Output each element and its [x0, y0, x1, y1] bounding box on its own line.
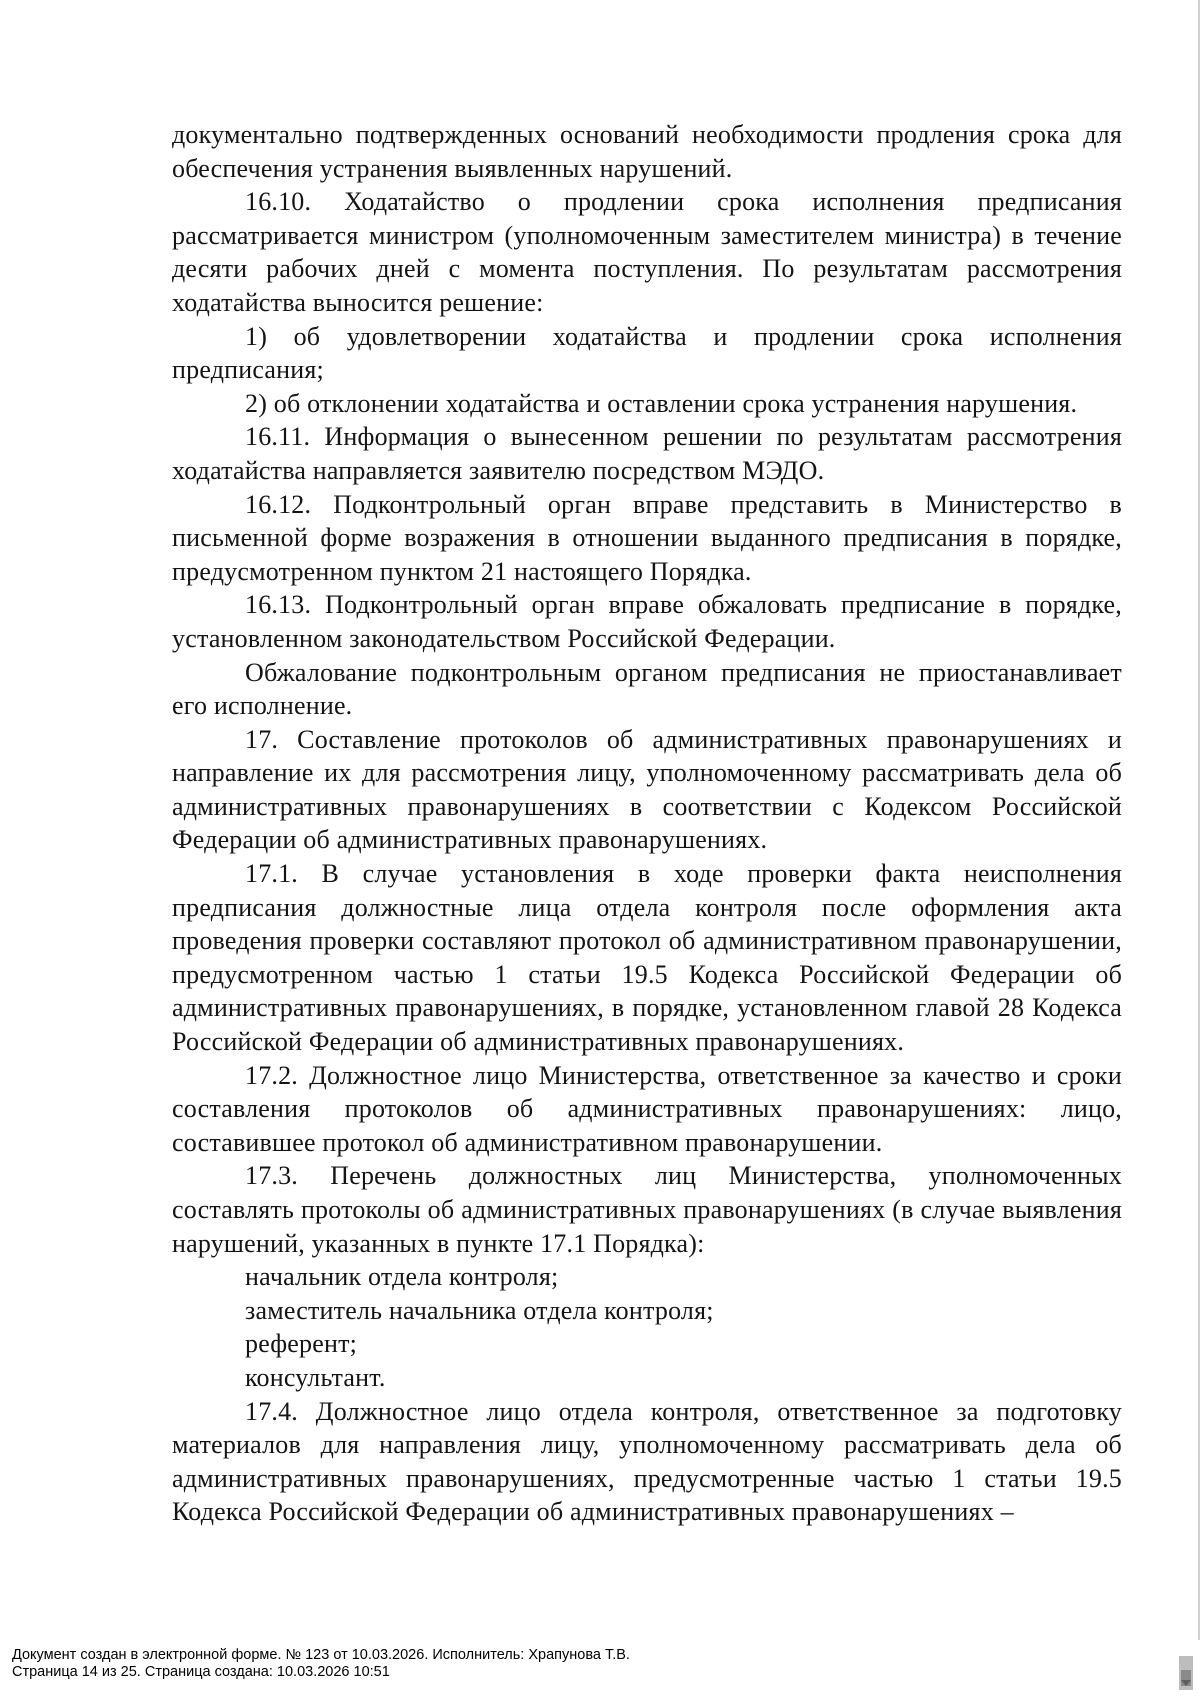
paragraph-16-10-option-2: 2) об отклонении ходатайства и оставлении срока устранения нарушения. — [245, 388, 1078, 418]
paragraph-17-1: 17.1. В случае установления в ходе проверки факта неисполнения предписания должностные лица отдела контроля после оформления акта проведения проверки составляют протокол об административном правонарушении, предусмотренном частью 1 статьи 19.5 Кодекса Российской Федерации об административных правонарушениях, в порядке, установленном главой 28 Кодекса Российской Федерации об административных правонарушениях. — [172, 859, 1122, 1057]
list-item-consultant: консультант. — [245, 1362, 386, 1392]
list-item-referent: референт; — [245, 1329, 358, 1359]
footer-document-info: Документ создан в электронной форме. № 123 от 10.03.2026. Исполнитель: Храпунова Т.В. — [12, 1647, 630, 1663]
paragraph-16-10: 16.10. Ходатайство о продлении срока исполнения предписания рассматривается министром (уполномоченным заместителем министра) в течение десяти рабочих дней с момента поступления. По результатам рассмотрения ходатайства выносится решение: — [172, 187, 1122, 317]
paragraph-17-3: 17.3. Перечень должностных лиц Министерства, уполномоченных составлять протоколы об административных правонарушениях (в случае выявления нарушений, указанных в пункте 17.1 Порядка): — [172, 1161, 1122, 1258]
paragraph-17-4: 17.4. Должностное лицо отдела контроля, ответственное за подготовку материалов для направления лицу, уполномоченному рассматривать дела об административных правонарушениях, предусмотренные частью 1 статьи 19.5 Кодекса Российской Федерации об административных правонарушениях – — [172, 1396, 1122, 1527]
paragraph-17: 17. Составление протоколов об административных правонарушениях и направление их для рассмотрения лицу, уполномоченному рассматривать дела об административных правонарушениях в соответствии с Кодексом Российской Федерации об административных правонарушениях. — [172, 724, 1122, 855]
footer-page-info: Страница 14 из 25. Страница создана: 10.03.2026 10:51 — [12, 1664, 390, 1680]
list-item-head-of-control: начальник отдела контроля; — [245, 1262, 559, 1292]
paragraph-16-13: 16.13. Подконтрольный орган вправе обжаловать предписание в порядке, установленном законодательством Российской Федерации. — [172, 590, 1122, 653]
document-body — [172, 118, 1122, 1529]
list-item-deputy-head: заместитель начальника отдела контроля; — [245, 1295, 714, 1325]
paragraph-16-11: 16.11. Информация о вынесенном решении по результатам рассмотрения ходатайства направляется заявителю посредством МЭДО. — [172, 422, 1122, 485]
page-corner-icon — [1178, 1656, 1194, 1692]
paragraph-16-10-option-1: 1) об удовлетворении ходатайства и продлении срока исполнения предписания; — [172, 321, 1122, 385]
paragraph-17-2: 17.2. Должностное лицо Министерства, ответственное за качество и сроки составления протоколов об административных правонарушениях: лицо, составившее протокол об административном правонарушении. — [172, 1060, 1122, 1157]
document-footer — [12, 1647, 1112, 1681]
paragraph-continuation: документально подтвержденных оснований необходимости продления срока для обеспечения устранения выявленных нарушений. — [172, 120, 1122, 183]
paragraph-16-12: 16.12. Подконтрольный орган вправе представить в Министерство в письменной форме возражения в отношении выданного предписания в порядке, предусмотренном пунктом 21 настоящего Порядка. — [172, 489, 1122, 586]
paragraph-appeal: Обжалование подконтрольным органом предписания не приостанавливает его исполнение. — [172, 657, 1122, 721]
